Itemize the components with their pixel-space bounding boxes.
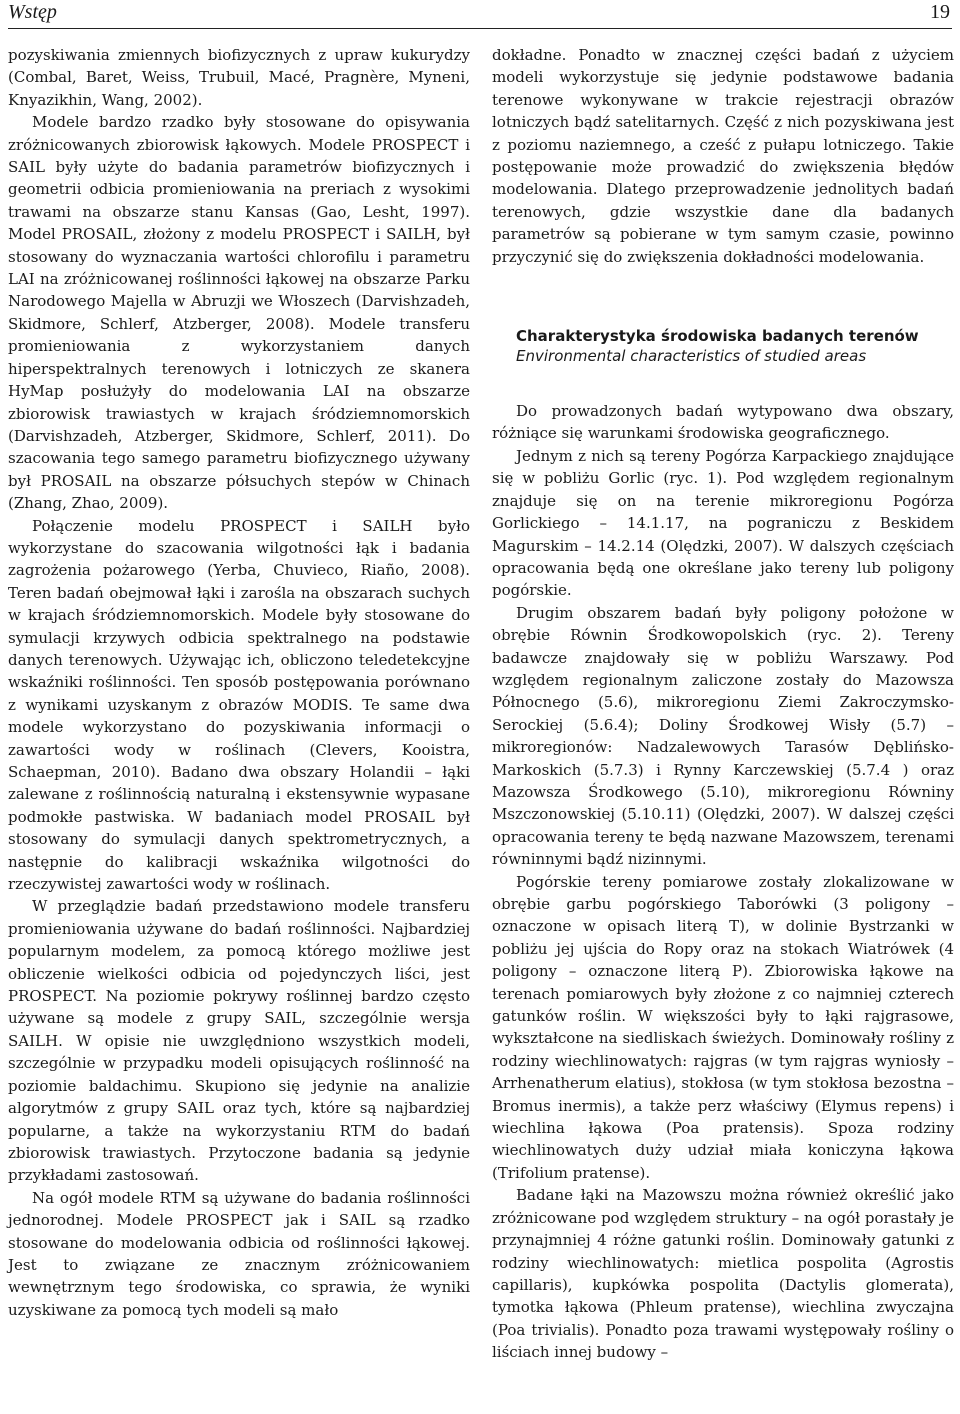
paragraph: Pogórskie tereny pomiarowe zostały zlokalizowane w obrębie garbu pogórskiego Taborówki (3 poligony – oznaczone w opisach literą T), w dolinie Bystrzanki w pobliżu jej ujścia do Ropy oraz na stokach Wiatrówek (4 poligony – oznaczone literą P). Zbiorowiska łąkowe na terenach pomiarowych były złożone z co najmniej czterech gatunków roślin. W większości były to łąki rajgrasowe, wykształcone na siedliskach świeżych. Dominowały rośliny z rodziny wiechlinowatych: rajgras (w tym rajgras wyniosły – Arrhenatherum elatius), stokłosa (w tym stokłosa bezostna – Bromus inermis), a także perz właściwy (Elymus repens) i wiechlina łąkowa (Poa pratensis). Spoza rodziny wiechlinowatych duży udział miała koniczyna łąkowa (Trifolium pratense). bbox=[492, 872, 954, 1182]
paragraph: Modele bardzo rzadko były stosowane do opisywania zróżnicowanych zbiorowisk łąkowych. Modele PROSPECT i SAIL były użyte do badania parametrów biofizycznych i geometrii odbicia promieniowania na preriach z wysokimi trawami na obszarze stanu Kansas (Gao, Lesht, 1997). Model PROSAIL, złożony z modelu PROSPECT i SAILH, był stosowany do wyznaczania wartości chlorofilu i parametru LAI na zróżnicowanej roślinności łąkowej na obszarze Parku Narodowego Majella w Abruzji we Włoszech (Darvishzadeh, Skidmore, Schlerf, Atzberger, 2008). Modele transferu promieniowania z wykorzystaniem danych hiperspektralnych terenowych i lotniczych ze skanera HyMap posłużyły do modelowania LAI na obszarze zbiorowisk trawiastych w krajach śródziemnomorskich (Darvishzadeh, Atzberger, Skidmore, Schlerf, 2011). Do szacowania tego samego parametru biofizycznego używany był PROSAIL na obszarze półsuchych stepów w Chinach (Zhang, Zhao, 2009). bbox=[8, 113, 470, 513]
section-heading bbox=[492, 326, 954, 366]
section-heading-english: Environmental characteristics of studied areas bbox=[516, 347, 867, 366]
paragraph: Na ogół modele RTM są używane do badania roślinności jednorodnej. Modele PROSPECT jak i SAIL są rzadko stosowane do modelowania odbicia od roślinności łąkowej. Jest to związane ze znacznym zróżnicowaniem wewnętrznym tego środowiska, co sprawia, że wyniki uzyskiwane za pomocą tych modeli są mało bbox=[8, 1188, 470, 1319]
left-column bbox=[8, 44, 470, 1321]
paragraph: pozyskiwania zmiennych biofizycznych z upraw kukurydzy (Combal, Baret, Weiss, Trubuil, Macé, Pragnère, Myneni, Knyazikhin, Wang, 2002). bbox=[8, 46, 470, 109]
paragraph: W przeglądzie badań przedstawiono modele transferu promieniowania używane do badań roślinności. Najbardziej popularnym modelem, za pomocą którego możliwe jest obliczenie wielkości odbicia od pojedynczych liści, jest PROSPECT. Na poziomie pokrywy roślinnej bardzo często używane są modele z grupy SAIL, szczególnie wersja SAILH. W opisie nie uwzględniono wszystkich modeli, szczególnie w przypadku modeli opisujących roślinność na poziomie baldachimu. Skupiono się jedynie na analizie algorytmów z grupy SAIL oraz tych, które są najbardziej popularne, a także na wykorzystaniu RTM do badań zbiorowisk trawiastych. Przytoczone badania są jedynie przykładami zastosowań. bbox=[8, 897, 470, 1185]
right-column bbox=[492, 44, 954, 1364]
paragraph: Drugim obszarem badań były poligony położone w obrębie Równin Środkowopolskich (ryc. 2). Tereny badawcze znajdowały się w pobliżu Warszawy. Pod względem regionalnym zaliczone zostały do Mazowsza Północnego (5.6), mikroregionu Ziemi Zakroczymsko-Serockiej (5.6.4); Doliny Środkowej Wisły (5.7) – mikroregionów: Nadzalewowych Tarasów Dęblińsko-Markoskich (5.7.3) i Rynny Karczewskiej (5.7.4 ) oraz Mazowsza Środkowego (5.10), mikroregionu Równiny Mszczonowskiej (5.10.11) (Olędzki, 2007). W dalszej części opracowania tereny te będą nazwane Mazowszem, terenami równinnymi bądź nizinnymi. bbox=[492, 603, 954, 869]
paragraph: Połączenie modelu PROSPECT i SAILH było wykorzystane do szacowania wilgotności łąk i badania zagrożenia pożarowego (Yerba, Chuvieco, Riaño, 2008). Teren badań obejmował łąki i zarośla na obszarach suchych w krajach śródziemnomorskich. Modele były stosowane do symulacji krzywych odbicia spektralnego na podstawie danych terenowych. Używając ich, obliczono teledetekcyjne wskaźniki roślinności. Ten sposób postępowania porównano z wynikami uzyskanym z obrazów MODIS. Te same dwa modele wykorzystano do pozyskiwania informacji o zawartości wody w roślinach (Clevers, Kooistra, Schaepman, 2010). Badano dwa obszary Holandii – łąki zalewane z roślinnością naturalną i ekstensywnie wypasane podmokłe pastwiska. W badaniach model PROSAIL był stosowany do symulacji danych spektrometrycznych, a następnie do kalibracji wskaźnika wilgotności do rzeczywistej zawartości wody w roślinach. bbox=[8, 516, 470, 894]
section-label: Wstęp bbox=[8, 1, 57, 23]
paragraph: dokładne. Ponadto w znacznej części badań z użyciem modeli wykorzystuje się jedynie podstawowe badania terenowe wykonywane w trakcie rejestracji obrazów lotniczych bądź satelitarnych. Część z nich pozyskiwana jest z poziomu naziemnego, a cześć z pułapu lotniczego. Takie postępowanie może prowadzić do zwiększenia błędów modelowania. Dlatego przeprowadzenie jednolitych badań terenowych, gdzie wszystkie dane dla badanych parametrów są pobierane w tym samym czasie, powinno przyczynić się do zwiększenia dokładności modelowania. bbox=[492, 46, 954, 266]
page-number: 19 bbox=[930, 1, 950, 23]
paragraph: Badane łąki na Mazowszu można również określić jako zróżnicowane pod względem struktury – na ogół porastały je przynajmniej 4 różne gatunki roślin. Dominowały gatunki z rodziny wiechlinowatych: mietlica pospolita (Agrostis capillaris), kupkówka pospolita (Dactylis glomerata), tymotka łąkowa (Phleum pratense), wiechlina zwyczajna (Poa trivialis). Ponadto poza trawami występowały rośliny o liściach innej budowy – bbox=[492, 1186, 954, 1362]
section-heading-polish: Charakterystyka środowiska badanych terenów bbox=[516, 327, 919, 346]
header-rule bbox=[8, 28, 952, 29]
running-header bbox=[8, 0, 952, 30]
paragraph: Jednym z nich są tereny Pogórza Karpackiego znajdujące się w pobliżu Gorlic (ryc. 1). Pod względem regionalnym znajduje się on na terenie mikroregionu Pogórza Gorlickiego – 14.1.17, na pograniczu z Beskidem Magurskim – 14.2.14 (Olędzki, 2007). W dalszych częściach opracowania będą one określane jako tereny lub poligony pogórskie. bbox=[492, 446, 954, 600]
paragraph: Do prowadzonych badań wytypowano dwa obszary, różniące się warunkami środowiska geograficznego. bbox=[492, 402, 954, 443]
